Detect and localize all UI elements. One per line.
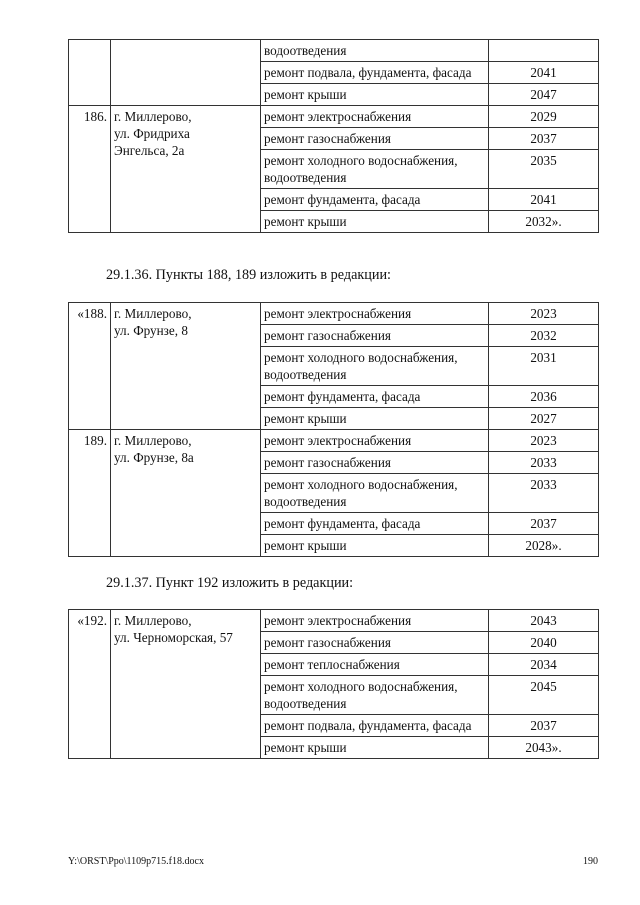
work-year: 2037 xyxy=(489,513,599,535)
work-year: 2023 xyxy=(489,430,599,452)
work-type: ремонт газоснабжения xyxy=(261,128,489,150)
work-year: 2047 xyxy=(489,84,599,106)
work-year: 2034 xyxy=(489,654,599,676)
work-year: 2035 xyxy=(489,150,599,189)
footer-file-path: Y:\ORST\Ppo\1109p715.f18.docx xyxy=(68,856,204,867)
work-type: ремонт подвала, фундамента, фасада xyxy=(261,715,489,737)
work-type: ремонт газоснабжения xyxy=(261,632,489,654)
item-number xyxy=(69,40,111,106)
item-number: 186. xyxy=(69,106,111,233)
item-number: «192. xyxy=(69,610,111,759)
work-type: ремонт холодного водоснабжения, водоотведения xyxy=(261,347,489,386)
work-year: 2045 xyxy=(489,676,599,715)
work-type: ремонт крыши xyxy=(261,535,489,557)
table-row xyxy=(69,430,599,452)
work-type: ремонт крыши xyxy=(261,211,489,233)
item-address: г. Миллерово, ул. Фрунзе, 8 xyxy=(111,303,261,430)
work-type: ремонт крыши xyxy=(261,84,489,106)
work-year: 2037 xyxy=(489,128,599,150)
work-type: ремонт холодного водоснабжения, водоотведения xyxy=(261,676,489,715)
work-type: ремонт газоснабжения xyxy=(261,452,489,474)
work-year: 2041 xyxy=(489,189,599,211)
work-type: ремонт фундамента, фасада xyxy=(261,513,489,535)
work-year: 2040 xyxy=(489,632,599,654)
work-type: ремонт крыши xyxy=(261,408,489,430)
item-address: г. Миллерово, ул. Черноморская, 57 xyxy=(111,610,261,759)
work-year: 2043». xyxy=(489,737,599,759)
work-type: ремонт электроснабжения xyxy=(261,430,489,452)
work-type: водоотведения xyxy=(261,40,489,62)
work-type: ремонт теплоснабжения xyxy=(261,654,489,676)
item-address: г. Миллерово, ул. Фридриха Энгельса, 2а xyxy=(111,106,261,233)
work-year: 2028». xyxy=(489,535,599,557)
work-year xyxy=(489,40,599,62)
table-row xyxy=(69,106,599,128)
work-type: ремонт электроснабжения xyxy=(261,610,489,632)
item-address: г. Миллерово, ул. Фрунзе, 8а xyxy=(111,430,261,557)
work-year: 2043 xyxy=(489,610,599,632)
work-year: 2036 xyxy=(489,386,599,408)
table-continued xyxy=(68,39,599,233)
work-year: 2023 xyxy=(489,303,599,325)
work-year: 2027 xyxy=(489,408,599,430)
table-items-188-189 xyxy=(68,302,599,557)
work-type: ремонт электроснабжения xyxy=(261,303,489,325)
table-item-192 xyxy=(68,609,599,759)
work-type: ремонт холодного водоснабжения, водоотведения xyxy=(261,474,489,513)
work-year: 2037 xyxy=(489,715,599,737)
footer-page-number: 190 xyxy=(583,856,598,867)
item-number: «188. xyxy=(69,303,111,430)
table-row xyxy=(69,610,599,632)
work-type: ремонт фундамента, фасада xyxy=(261,386,489,408)
work-year: 2033 xyxy=(489,474,599,513)
work-year: 2041 xyxy=(489,62,599,84)
table-row xyxy=(69,40,599,62)
work-year: 2032». xyxy=(489,211,599,233)
work-year: 2029 xyxy=(489,106,599,128)
work-type: ремонт газоснабжения xyxy=(261,325,489,347)
work-type: ремонт подвала, фундамента, фасада xyxy=(261,62,489,84)
work-type: ремонт фундамента, фасада xyxy=(261,189,489,211)
work-year: 2033 xyxy=(489,452,599,474)
paragraph-29-1-36: 29.1.36. Пункты 188, 189 изложить в редакции: xyxy=(106,267,391,283)
table-row xyxy=(69,303,599,325)
work-year: 2031 xyxy=(489,347,599,386)
paragraph-29-1-37: 29.1.37. Пункт 192 изложить в редакции: xyxy=(106,575,354,591)
work-year: 2032 xyxy=(489,325,599,347)
work-type: ремонт электроснабжения xyxy=(261,106,489,128)
item-address xyxy=(111,40,261,106)
work-type: ремонт крыши xyxy=(261,737,489,759)
work-type: ремонт холодного водоснабжения, водоотведения xyxy=(261,150,489,189)
item-number: 189. xyxy=(69,430,111,557)
